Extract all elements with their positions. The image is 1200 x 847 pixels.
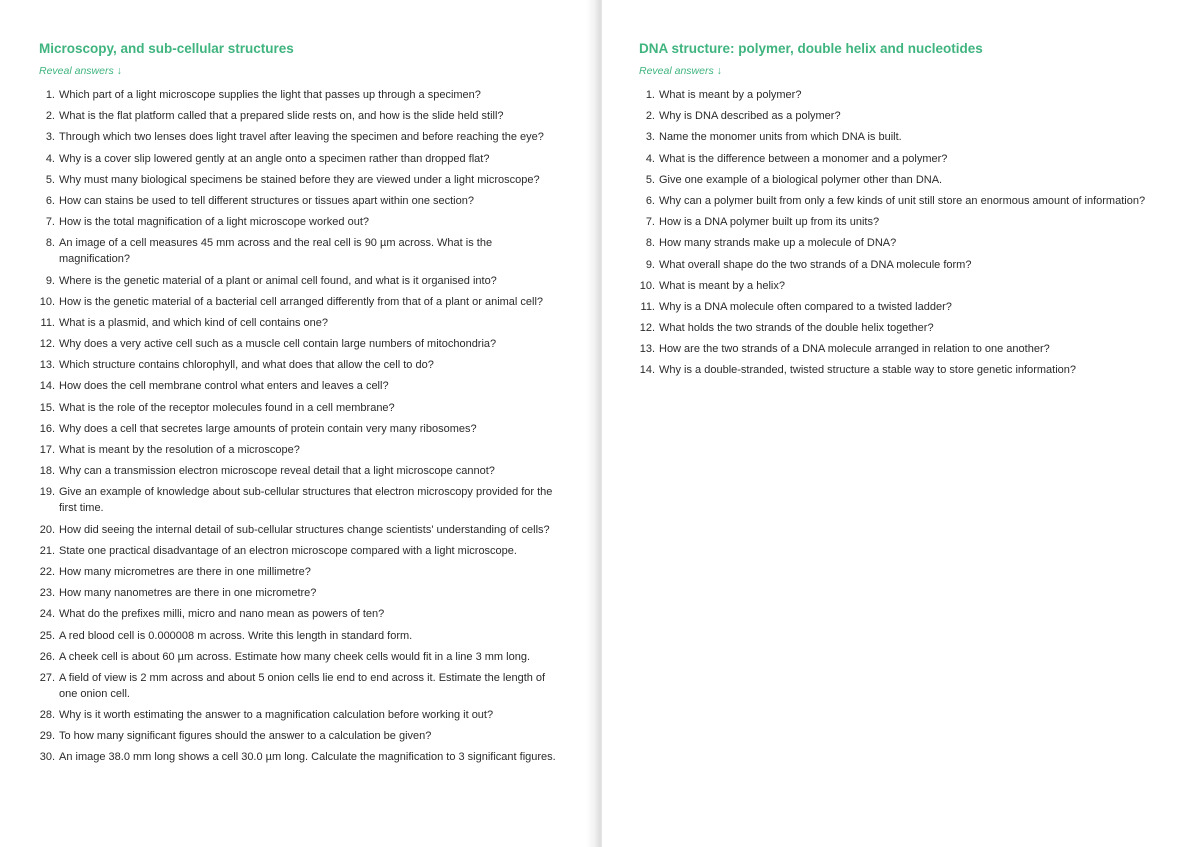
- question-number: 22.: [39, 565, 55, 578]
- question-item: [39, 463, 565, 479]
- question-text: How is a DNA polymer built up from its units?: [659, 216, 880, 229]
- question-item: [39, 728, 565, 744]
- question-text: A red blood cell is 0.000008 m across. Write this length in standard form.: [59, 629, 413, 642]
- question-item: [39, 172, 565, 188]
- question-item: [39, 108, 565, 124]
- question-text: How is the total magnification of a light microscope worked out?: [59, 216, 369, 229]
- question-item: [39, 336, 565, 352]
- section-title-microscopy: Microscopy, and sub-cellular structures: [39, 41, 294, 56]
- question-number: 13.: [39, 359, 55, 372]
- question-number: 8.: [45, 237, 55, 250]
- question-text: Why is a double-stranded, twisted structure a stable way to store genetic information?: [659, 364, 1076, 377]
- question-number: 9.: [645, 258, 655, 271]
- question-number: 12.: [639, 322, 655, 335]
- question-number: 26.: [39, 650, 55, 663]
- question-number: 5.: [45, 173, 55, 186]
- question-number: 23.: [39, 587, 55, 600]
- question-text: What is the difference between a monomer and a polymer?: [659, 152, 948, 165]
- section-title-dna: DNA structure: polymer, double helix and nucleotides: [639, 41, 983, 56]
- question-number: 9.: [45, 274, 55, 287]
- question-item: [39, 442, 565, 458]
- question-item: [39, 707, 565, 723]
- question-item: [639, 235, 1199, 251]
- question-text: A field of view is 2 mm across and about 5 onion cells lie end to end across it. Estimate the length of one onion cell.: [59, 671, 546, 700]
- question-item: [639, 87, 1199, 103]
- question-item: [39, 649, 565, 665]
- question-item: [39, 151, 565, 167]
- question-item: [639, 172, 1199, 188]
- question-item: [39, 564, 565, 580]
- question-item: [39, 543, 565, 559]
- question-number: 11.: [40, 316, 55, 329]
- question-text: Why is it worth estimating the answer to a magnification calculation before working it out?: [59, 709, 494, 722]
- question-item: [39, 628, 565, 644]
- left-page: [0, 0, 598, 847]
- question-number: 29.: [39, 730, 55, 743]
- question-number: 18.: [39, 465, 55, 478]
- question-item: [39, 400, 565, 416]
- question-text: Why is a cover slip lowered gently at an angle onto a specimen rather than dropped flat?: [59, 152, 490, 165]
- question-item: [39, 606, 565, 622]
- question-number: 11.: [640, 300, 655, 313]
- question-number: 25.: [39, 629, 55, 642]
- question-item: [39, 484, 565, 516]
- question-number: 7.: [645, 216, 655, 229]
- question-text: Why must many biological specimens be stained before they are viewed under a light microscope?: [59, 173, 540, 186]
- question-item: [39, 273, 565, 289]
- question-text: How does the cell membrane control what enters and leaves a cell?: [59, 380, 389, 393]
- question-number: 12.: [39, 338, 55, 351]
- question-number: 1.: [645, 89, 655, 101]
- question-text: Where is the genetic material of a plant or animal cell found, and what is it organised into?: [59, 274, 497, 287]
- question-text: A cheek cell is about 60 µm across. Estimate how many cheek cells would fit in a line 3 mm long.: [59, 650, 530, 663]
- question-text: How are the two strands of a DNA molecule arranged in relation to one another?: [659, 343, 1050, 356]
- question-text: What is a plasmid, and which kind of cell contains one?: [59, 316, 329, 329]
- question-text: Name the monomer units from which DNA is built.: [659, 131, 902, 144]
- question-number: 5.: [645, 173, 655, 186]
- question-text: Why is DNA described as a polymer?: [659, 110, 841, 123]
- question-text: How is the genetic material of a bacterial cell arranged differently from that of a plant or animal cell?: [59, 295, 544, 308]
- question-text: Give one example of a biological polymer other than DNA.: [659, 173, 943, 186]
- question-number: 19.: [39, 486, 55, 499]
- question-number: 2.: [645, 110, 655, 123]
- question-text: What do the prefixes milli, micro and nano mean as powers of ten?: [59, 608, 385, 621]
- question-text: Why does a cell that secretes large amounts of protein contain very many ribosomes?: [59, 422, 477, 435]
- question-item: [39, 421, 565, 437]
- question-number: 30.: [39, 751, 55, 764]
- question-text: Why does a very active cell such as a muscle cell contain large numbers of mitochondria?: [59, 338, 497, 351]
- question-text: What is the role of the receptor molecules found in a cell membrane?: [59, 401, 395, 414]
- question-text: What is meant by a helix?: [659, 279, 785, 292]
- question-item: [639, 151, 1199, 167]
- question-list-microscopy: [39, 87, 598, 765]
- question-number: 21.: [39, 544, 55, 557]
- question-number: 17.: [39, 444, 55, 456]
- question-number: 4.: [45, 152, 55, 165]
- question-number: 7.: [45, 216, 55, 229]
- question-item: [639, 362, 1199, 378]
- question-number: 28.: [39, 709, 55, 722]
- question-text: What overall shape do the two strands of a DNA molecule form?: [659, 258, 972, 271]
- question-text: An image 38.0 mm long shows a cell 30.0 µm long. Calculate the magnification to 3 significant figures.: [59, 751, 556, 764]
- question-number: 10.: [639, 279, 655, 292]
- question-number: 14.: [39, 380, 55, 393]
- question-item: [39, 749, 565, 765]
- question-item: [39, 522, 565, 538]
- question-item: [39, 214, 565, 230]
- question-item: [39, 357, 565, 373]
- question-item: [39, 670, 565, 702]
- question-item: [639, 108, 1199, 124]
- question-text: An image of a cell measures 45 mm across and the real cell is 90 µm across. What is the magnification?: [59, 237, 493, 266]
- question-text: How many nanometres are there in one micrometre?: [59, 587, 317, 600]
- question-item: [39, 315, 565, 331]
- question-number: 6.: [645, 194, 655, 207]
- question-item: [639, 257, 1199, 273]
- question-text: Why is a DNA molecule often compared to a twisted ladder?: [659, 300, 952, 313]
- question-item: [39, 585, 565, 601]
- question-item: [639, 299, 1199, 315]
- question-text: Why can a polymer built from only a few kinds of unit still store an enormous amount of information?: [659, 194, 1146, 207]
- question-text: What is meant by a polymer?: [659, 89, 802, 101]
- question-number: 13.: [639, 343, 655, 356]
- question-text: How did seeing the internal detail of sub-cellular structures change scientists' understanding of cells?: [59, 523, 550, 536]
- question-item: [39, 129, 565, 145]
- question-number: 20.: [39, 523, 55, 536]
- question-number: 14.: [639, 364, 655, 377]
- question-number: 1.: [45, 89, 55, 101]
- question-text: To how many significant figures should the answer to a calculation be given?: [59, 730, 432, 743]
- question-item: [39, 87, 565, 103]
- question-text: Which structure contains chlorophyll, and what does that allow the cell to do?: [59, 359, 434, 372]
- question-number: 6.: [45, 194, 55, 207]
- question-text: Through which two lenses does light travel after leaving the specimen and before reaching the eye?: [59, 131, 544, 144]
- question-number: 24.: [39, 608, 55, 621]
- question-text: How many micrometres are there in one millimetre?: [59, 565, 311, 578]
- question-item: [639, 341, 1199, 357]
- question-text: What is meant by the resolution of a microscope?: [59, 444, 300, 456]
- question-item: [39, 294, 565, 310]
- question-text: State one practical disadvantage of an electron microscope compared with a light microscope.: [59, 544, 517, 557]
- question-list-dna: [639, 87, 1200, 378]
- question-text: Give an example of knowledge about sub-cellular structures that electron microscopy provided for the first time.: [59, 486, 553, 515]
- question-item: [639, 214, 1199, 230]
- question-number: 3.: [45, 131, 55, 144]
- question-number: 10.: [39, 295, 55, 308]
- question-number: 3.: [645, 131, 655, 144]
- reveal-answers-link[interactable]: Reveal answers ↓: [39, 65, 122, 77]
- question-item: [39, 235, 565, 267]
- question-item: [39, 193, 565, 209]
- question-number: 15.: [39, 401, 55, 414]
- right-page: [602, 0, 1200, 847]
- question-item: [639, 129, 1199, 145]
- question-item: [639, 320, 1199, 336]
- question-item: [39, 378, 565, 394]
- reveal-answers-link[interactable]: Reveal answers ↓: [639, 65, 722, 77]
- question-number: 27.: [39, 671, 55, 684]
- question-item: [639, 193, 1199, 209]
- question-text: Why can a transmission electron microscope reveal detail that a light microscope cannot?: [59, 465, 495, 478]
- question-number: 4.: [645, 152, 655, 165]
- question-number: 2.: [45, 110, 55, 123]
- question-number: 16.: [39, 422, 55, 435]
- question-text: How many strands make up a molecule of DNA?: [659, 237, 897, 250]
- question-item: [639, 278, 1199, 294]
- question-text: What is the flat platform called that a prepared slide rests on, and how is the slide held still?: [59, 110, 504, 123]
- question-number: 8.: [645, 237, 655, 250]
- question-text: Which part of a light microscope supplies the light that passes up through a specimen?: [59, 89, 481, 101]
- question-text: What holds the two strands of the double helix together?: [659, 322, 934, 335]
- question-text: How can stains be used to tell different structures or tissues apart within one section?: [59, 194, 474, 207]
